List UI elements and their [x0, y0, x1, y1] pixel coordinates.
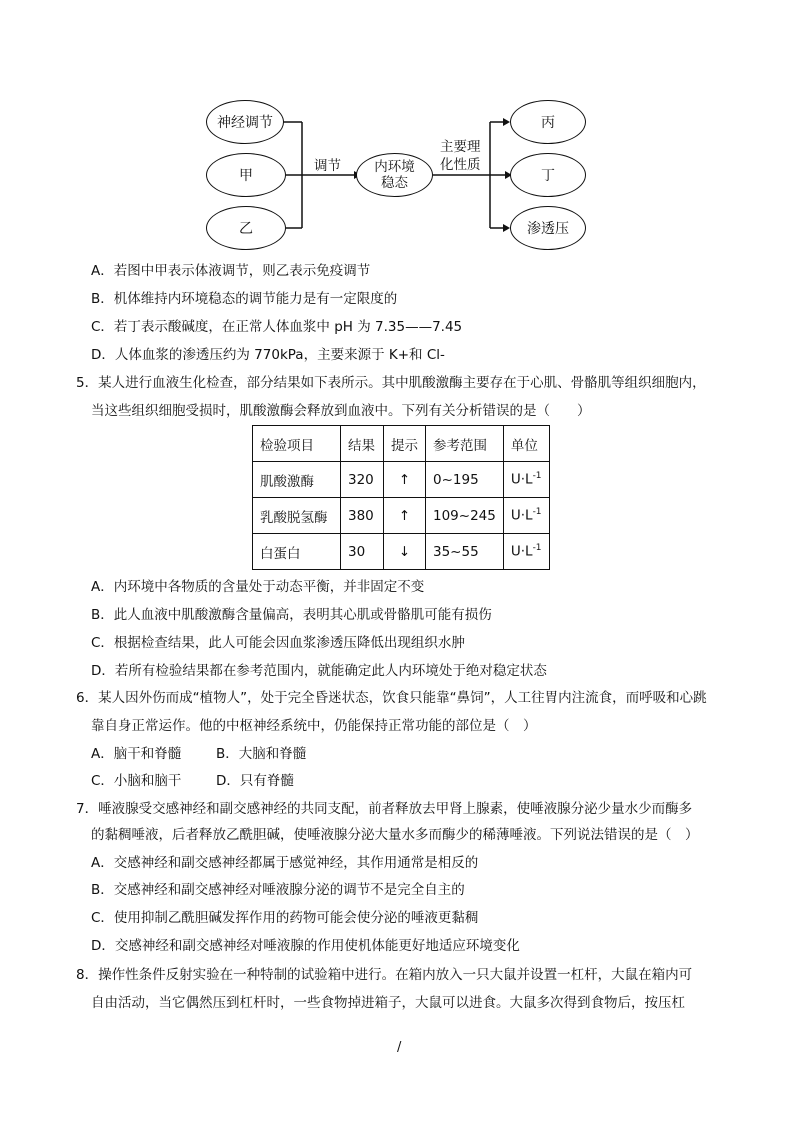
q8-stem-line-1: 8．操作性条件反射实验在一种特制的试验箱中进行。在箱内放入一只大鼠并设置一杠杆，大鼠在箱内可	[76, 967, 693, 983]
q6-option-d: D．只有脊髓	[216, 773, 294, 789]
table-cell: $U\cdot L^{-1}$	[503, 498, 549, 534]
table-cell: ↑	[384, 462, 426, 498]
table-header: 单位	[503, 426, 549, 462]
table-cell: 380	[341, 498, 384, 534]
q8-stem-line-2: 自由活动，当它偶然压到杠杆时，一些食物掉进箱子，大鼠可以进食。大鼠多次得到食物后，按压杠	[91, 995, 685, 1011]
table-cell: $U\cdot L^{-1}$	[503, 534, 549, 570]
table-header-row	[253, 426, 550, 462]
table-cell: ↑	[384, 498, 426, 534]
q6-option-c: C．小脑和脑干	[91, 773, 182, 789]
table-cell: 白蛋白	[253, 534, 341, 570]
diagram-node-homeostasis: 内环境 稳态	[356, 153, 433, 197]
q5-option-b: B．此人血液中肌酸激酶含量偏高，表明其心肌或骨骼肌可能有损伤	[91, 607, 492, 623]
table-header: 提示	[384, 426, 426, 462]
table-row	[253, 498, 550, 534]
q5-option-a: A．内环境中各物质的含量处于动态平衡，并非固定不变	[91, 579, 425, 595]
q6-option-a: A．脑干和脊髓	[91, 746, 182, 762]
q7-stem-line-2: 的黏稠唾液，后者释放乙酰胆碱，使唾液腺分泌大量水多而酶少的稀薄唾液。下列说法错误的是（ ）	[91, 827, 699, 843]
table-cell: 320	[341, 462, 384, 498]
page-number: /	[397, 1040, 402, 1055]
diagram-node-bing: 丙	[510, 100, 586, 144]
q4-option-a: A．若图中甲表示体液调节，则乙表示免疫调节	[91, 263, 371, 279]
q7-option-d: D．交感神经和副交感神经对唾液腺的作用使机体能更好地适应环境变化	[91, 938, 520, 954]
q7-option-a: A．交感神经和副交感神经都属于感觉神经，其作用通常是相反的	[91, 855, 479, 871]
q6-stem-line-1: 6．某人因外伤而成“植物人”，处于完全昏迷状态，饮食只能靠“鼻饲”，人工往胃内注流食，而呼吸和心跳	[76, 690, 707, 706]
diagram-node-jia: 甲	[206, 153, 286, 197]
diagram-connectors	[0, 0, 793, 260]
table-header: 检验项目	[253, 426, 341, 462]
diagram-edge-label-properties-2: 化性质	[440, 157, 481, 173]
table-cell: 35~55	[426, 534, 504, 570]
table-cell: 肌酸激酶	[253, 462, 341, 498]
q4-option-b: B．机体维持内环境稳态的调节能力是有一定限度的	[91, 291, 398, 307]
diagram-node-osmotic-pressure: 渗透压	[510, 206, 586, 250]
q7-option-c: C．使用抑制乙酰胆碱发挥作用的药物可能会使分泌的唾液更黏稠	[91, 910, 479, 926]
table-cell: ↓	[384, 534, 426, 570]
diagram-node-ding: 丁	[510, 153, 586, 197]
table-cell: 乳酸脱氢酶	[253, 498, 341, 534]
table-cell: 109~245	[426, 498, 504, 534]
diagram-node-neural: 神经调节	[206, 100, 284, 144]
table-header: 参考范围	[426, 426, 504, 462]
table-row	[253, 462, 550, 498]
diagram-edge-label-regulation: 调节	[314, 158, 341, 174]
q4-option-c: C．若丁表示酸碱度，在正常人体血浆中 pH 为 7.35——7.45	[91, 319, 463, 335]
table-cell: 30	[341, 534, 384, 570]
q5-option-c: C．根据检查结果，此人可能会因血浆渗透压降低出现组织水肿	[91, 635, 465, 651]
q6-stem-line-2: 靠自身正常运作。他的中枢神经系统中，仍能保持正常功能的部位是（ ）	[91, 718, 537, 734]
diagram-edge-label-properties-1: 主要理	[440, 139, 481, 155]
table-cell: $U\cdot L^{-1}$	[503, 462, 549, 498]
lab-results-table	[252, 425, 550, 570]
q5-option-d: D．若所有检验结果都在参考范围内，就能确定此人内环境处于绝对稳定状态	[91, 663, 547, 679]
q5-stem-line-2: 当这些组织细胞受损时，肌酸激酶会释放到血液中。下列有关分析错误的是（ ）	[91, 403, 591, 419]
q5-stem-line-1: 5．某人进行血液生化检查，部分结果如下表所示。其中肌酸激酶主要存在于心肌、骨骼肌等组织细胞内，	[76, 375, 706, 391]
table-header: 结果	[341, 426, 384, 462]
q7-stem-line-1: 7．唾液腺受交感神经和副交感神经的共同支配，前者释放去甲肾上腺素，使唾液腺分泌少量水少而酶多	[76, 801, 693, 817]
table-cell: 0~195	[426, 462, 504, 498]
q7-option-b: B．交感神经和副交感神经对唾液腺分泌的调节不是完全自主的	[91, 882, 465, 898]
q6-option-b: B．大脑和脊髓	[216, 746, 307, 762]
q4-option-d: D．人体血浆的渗透压约为 770kPa，主要来源于 K+和 Cl-	[91, 347, 445, 363]
diagram-node-yi: 乙	[206, 206, 286, 250]
table-row	[253, 534, 550, 570]
